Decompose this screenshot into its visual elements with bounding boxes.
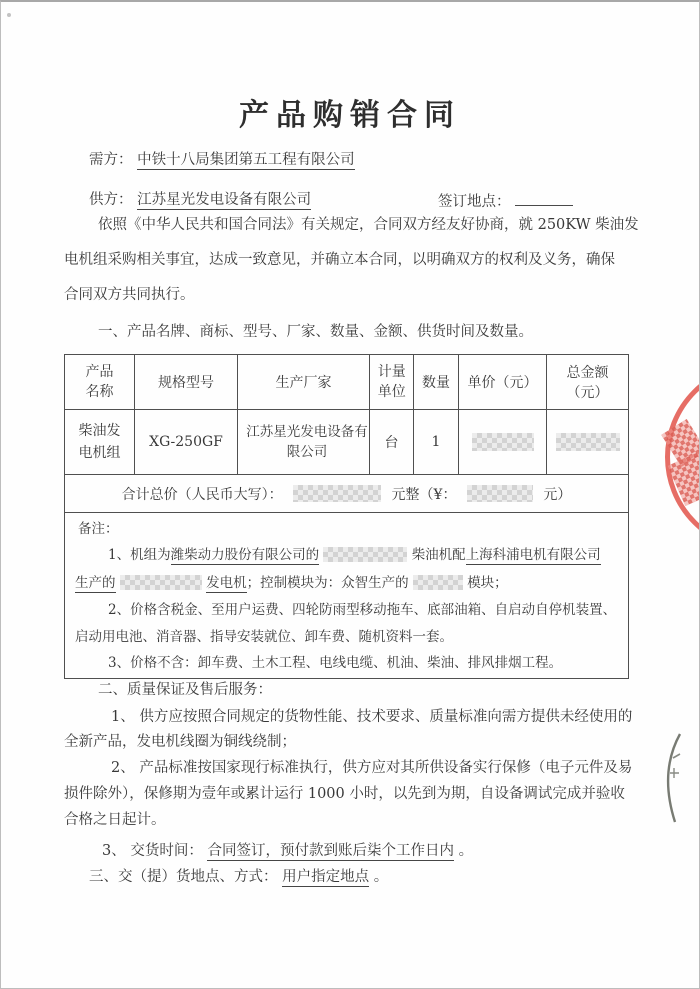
- total-price-end: 元）: [543, 486, 572, 503]
- cell-manufacturer: 江苏星光发电设备有限公司: [238, 410, 370, 475]
- buyer-label: 需方：: [89, 152, 133, 168]
- delivery-time-label: 3、 交货时间：: [102, 843, 203, 859]
- table-remarks-row: [65, 513, 629, 679]
- intro-line-2: 电机组采购相关事宜，达成一致意见，并确立本合同，以明确双方的权利及义务，确保: [64, 252, 615, 268]
- total-price-mid: 元整（¥：: [391, 486, 457, 503]
- header-qty: 数量: [414, 355, 459, 410]
- section2-item2-line3: 合格之日起计。: [64, 812, 166, 828]
- header-manufacturer: 生产厂家: [238, 355, 370, 410]
- sign-place-label: 签订地点：: [438, 194, 511, 210]
- cell-qty: 1: [414, 410, 459, 475]
- table-header-row: [65, 355, 629, 410]
- delivery-place-value: 用户指定地点: [282, 869, 370, 885]
- table-total-row: [65, 475, 629, 513]
- cell-product: 柴油发电机组: [65, 410, 135, 475]
- total-price-cell: [65, 475, 629, 513]
- delivery-time-value: 合同签订，预付款到账后柒个工作日内: [207, 843, 454, 859]
- header-unit: 计量单位: [370, 355, 414, 410]
- section2-item1-line1: 1、 供方应按照合同规定的货物性能、技术要求、质量标准向需方提供未经使用的: [111, 709, 633, 725]
- buyer-name: 中铁十八局集团第五工程有限公司: [137, 152, 355, 168]
- scan-artifact-dot: [7, 13, 11, 17]
- section2-item1-line2: 全新产品，发电机线圈为铜线绕制；: [64, 734, 296, 750]
- section3-line: 三、交（提）货地点、方式： 用户指定地点 。: [89, 869, 389, 885]
- cell-unit-price: [459, 410, 547, 475]
- intro-line-3: 合同双方共同执行。: [64, 287, 195, 303]
- header-total-amount: 总金额（元）: [547, 355, 629, 410]
- supplier-name: 江苏星光发电设备有限公司: [137, 192, 312, 208]
- table-data-row: [65, 410, 629, 475]
- section2-heading: 二、质量保证及售后服务：: [98, 682, 272, 698]
- remarks-cell: [65, 513, 629, 679]
- redacted-total-digits: [467, 485, 533, 502]
- remarks-item3: 3、价格不含：卸车费、土木工程、电线电缆、机油、柴油、排风排烟工程。: [108, 655, 563, 671]
- remarks-item1-line1: 1、机组为潍柴动力股份有限公司的 柴油机配上海科浦电机有限公司: [108, 547, 601, 563]
- section2-item3: 3、 交货时间： 合同签订，预付款到账后柒个工作日内 。: [102, 843, 474, 859]
- redacted-module-model: [413, 575, 463, 590]
- cell-model: XG-250GF: [135, 410, 238, 475]
- sign-place-line: [438, 191, 573, 211]
- remarks-item1-line2: 生产的 发电机；控制模块为：众智生产的 模块；: [75, 575, 508, 591]
- remarks-item2-line1: 2、价格含税金、至用户运费、四轮防雨型移动拖车、底部油箱、自启动自停机装置、: [108, 602, 617, 618]
- total-price-label: 合计总价（人民币大写）：: [121, 486, 283, 503]
- section2-item2-line1: 2、 产品标准按国家现行标准执行，供方应对其所供设备实行保修（电子元件及易: [111, 760, 633, 776]
- delivery-place-label: 三、交（提）货地点、方式：: [89, 869, 278, 885]
- section2-item2-line2: 损件除外），保修期为壹年或累计运行 1000 小时，以先到为期，自设备调试完成并验收: [64, 786, 625, 802]
- supplier-label: 供方：: [89, 192, 133, 208]
- remarks-item2-line2: 启动用电池、消音器、指导安装就位、卸车费、随机资料一套。: [75, 629, 453, 645]
- supplier-line: [89, 191, 311, 209]
- product-table: [64, 354, 629, 679]
- redacted-generator-model: [120, 575, 202, 590]
- cell-unit: 台: [370, 410, 414, 475]
- redacted-total-amount: [556, 433, 620, 451]
- buyer-line: [89, 151, 355, 169]
- header-product: 产品名称: [65, 355, 135, 410]
- header-model: 规格型号: [135, 355, 238, 410]
- contract-title: 产品购销合同: [239, 98, 461, 133]
- section1-heading: 一、产品名牌、商标、型号、厂家、数量、金额、供货时间及数量。: [98, 324, 533, 340]
- redacted-unit-price: [472, 433, 534, 451]
- remarks-label: 备注：: [78, 521, 119, 537]
- header-unit-price: 单价（元）: [459, 355, 547, 410]
- intro-line-1: 依照《中华人民共和国合同法》有关规定，合同双方经友好协商，就 250KW 柴油发: [98, 217, 639, 233]
- redacted-engine-model: [323, 547, 407, 562]
- sign-place-blank-underline: [515, 191, 573, 206]
- redacted-total-capital: [293, 485, 381, 502]
- remarks-box: [70, 515, 623, 676]
- handwritten-mark: [651, 724, 700, 832]
- cell-total-amount: [547, 410, 629, 475]
